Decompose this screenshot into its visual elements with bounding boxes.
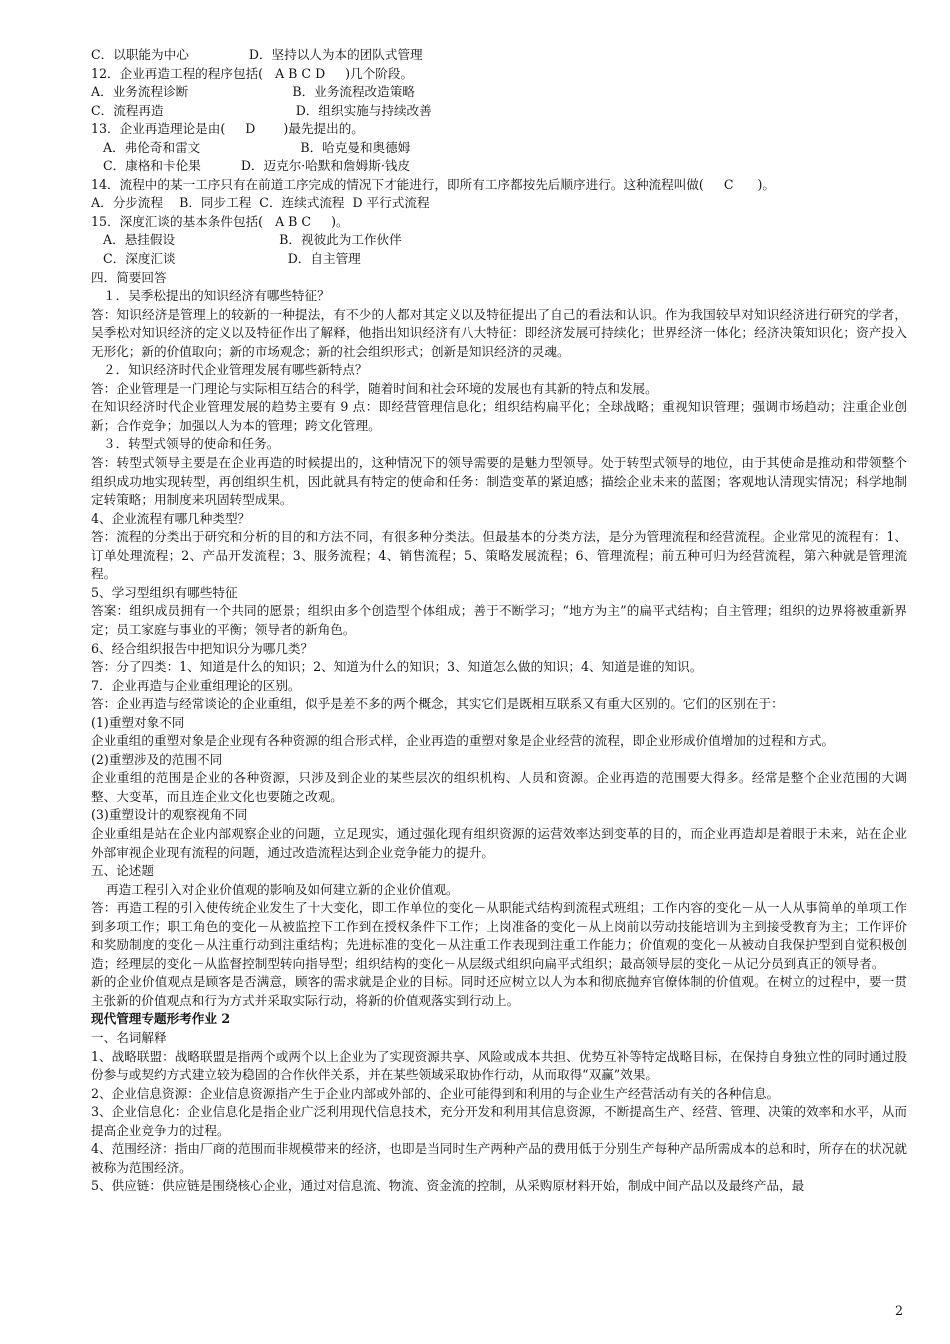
short-question: 7．企业再造与企业重组理论的区别。	[91, 677, 301, 693]
answer-paragraph: 答：分了四类：1、知道是什么的知识；2、知道为什么的知识；3、知道怎么做的知识；4、知道是谁的知识。	[91, 659, 703, 675]
sub-heading: (1)重塑对象不同	[91, 714, 185, 730]
q15-options-cd: C．深度汇谈 D．自主管理	[103, 251, 361, 267]
sub-heading: (3)重塑设计的观察视角不同	[91, 807, 248, 823]
answer-paragraph: 答：企业再造与经常谈论的企业重组，似乎是差不多的两个概念，其实它们是既相互联系又有重大区别的。它们的区别在于：	[91, 696, 784, 712]
term-definition: 3、企业信息化：企业信息化是指企业广泛利用现代信息技术，充分开发和利用其信息资源，不断提高生产、经营、管理、决策的效率和水平，从而提高企业竞争力的过程。	[91, 1104, 907, 1138]
short-question: 6、经合组织报告中把知识分为哪几类？	[91, 640, 314, 656]
section-heading: 一、名词解释	[91, 1029, 167, 1045]
q13-options-cd: C．康格和卡伦果 D．迈克尔·哈默和詹姆斯·钱皮	[103, 158, 411, 174]
short-question: ２．知识经济时代企业管理发展有哪些新特点？	[103, 362, 368, 378]
answer-paragraph: 答案：组织成员拥有一个共同的愿景；组织由多个创造型个体组成；善于不断学习；“地方为主”的扁平式结构；自主管理；组织的边界将被重新界定；员工家庭与事业的平衡；领导者的新角色。	[91, 603, 907, 637]
answer-paragraph: 企业重组的重塑对象是企业现有各种资源的组合形式样，企业再造的重塑对象是企业经营的流程，即企业形成价值增加的过程和方式。	[91, 733, 835, 749]
page-number: 2	[895, 1303, 904, 1318]
short-question: 4、企业流程有哪几种类型？	[91, 510, 251, 526]
q12-question: 12．企业再造工程的程序包括( A B C D )几个阶段。	[91, 65, 414, 81]
essay-question: 再造工程引入对企业价值观的影响及如何建立新的企业价值观。	[106, 881, 459, 897]
short-question: １．吴季松提出的知识经济有哪些特征？	[103, 288, 330, 304]
answer-paragraph: 新的企业价值观点是顾客是否满意，顾客的需求就是企业的目标。同时还应树立以人为本和彻底抛弃官僚体制的价值观。在树立的过程中，要一贯主张新的价值观点和行为方式并采取实际行动，将新的价值观落实到行动上。	[91, 974, 907, 1008]
short-question: 5、学习型组织有哪些特征	[91, 584, 238, 600]
term-definition: 1、战略联盟：战略联盟是指两个或两个以上企业为了实现资源共享、风险或成本共担、优势互补等特定战略目标，在保持自身独立性的同时通过股份参与或契约方式建立较为稳固的合作伙伴关系，并在某些领域采取协作行动，从而取得“双赢”效果。	[91, 1048, 907, 1083]
section-heading: 五、论述题	[91, 863, 154, 879]
q15-options-ab: A．悬挂假设 B．视彼此为工作伙伴	[103, 232, 402, 248]
document-page	[91, 46, 907, 1196]
term-definition: 4、范围经济：指由厂商的范围而非规模带来的经济，也即是当同时生产两种产品的费用低于分别生产每种产品所需成本的总和时，所存在的状况就被称为范围经济。	[91, 1141, 907, 1175]
term-definition: 2、企业信息资源：企业信息资源指产生于企业内部或外部的、企业可能得到和利用的与企业生产经营活动有关的各种信息。	[91, 1085, 780, 1101]
section-heading: 四．简要回答	[91, 269, 167, 285]
q14-options: A．分步流程 B．同步工程 C．连续式流程 D 平行式流程	[91, 195, 430, 211]
q12-options-cd: C．流程再造 D．组织实施与持续改善	[91, 102, 432, 118]
short-question: ３．转型式领导的使命和任务。	[103, 436, 280, 452]
answer-paragraph: 答：流程的分类出于研究和分析的目的和方法不同，有很多种分类法。但最基本的分类方法，是分为管理流程和经营流程。企业常见的流程有：1、订单处理流程；2、产品开发流程；3、服务流程；4、销售流程；5、策略发展流程；6、管理流程；前五种可归为经营流程，第六种就是管理流程。	[91, 529, 907, 582]
q14-question: 14．流程中的某一工序只有在前道工序完成的情况下才能进行，即所有工序都按先后顺序进行。这种流程叫做( C )。	[91, 176, 776, 192]
answer-paragraph: 答：转型式领导主要是在企业再造的时候提出的，这种情况下的领导需要的是魅力型领导。处于转型式领导的地位，由于其使命是推动和带领整个组织成功地实现转型，再创组织生机，因此就具有特定的使命和任务：制造变革的紧迫感；描绘企业未来的蓝图；客观地认清现实情况；科学地制定转策略；用制度来巩固转型成果。	[91, 455, 907, 508]
answer-paragraph: 企业重组是站在企业内部观察企业的问题，立足现实，通过强化现有组织资源的运营效率达到变革的目的，而企业再造却是着眼于未来，站在企业外部审视企业现有流程的问题，通过改造流程达到企业竞争能力的提升。	[91, 825, 907, 860]
answer-paragraph: 在知识经济时代企业管理发展的趋势主要有 9 点：即经营管理信息化；组织结构扁平化；全球战略；重视知识管理；强调市场趋动；注重企业创新；合作竞争；加强以人为本的管理；跨文化管理。	[91, 399, 907, 433]
q15-question: 15．深度汇谈的基本条件包括( A B C )。	[91, 213, 349, 229]
sub-heading: (2)重塑涉及的范围不同	[91, 751, 223, 767]
term-definition: 5、供应链：供应链是围绕核心企业，通过对信息流、物流、资金流的控制，从采购原材料开始，制成中间产品以及最终产品，最	[91, 1178, 805, 1194]
q13-question: 13．企业再造理论是由( D )最先提出的。	[91, 121, 364, 137]
answer-paragraph: 企业重组的范围是企业的各种资源，只涉及到企业的某些层次的组织机构、人员和资源。企业再造的范围要大得多。经常是整个企业范围的大调整、大变革，而且连企业文化也要随之改观。	[91, 770, 907, 804]
q13-options-ab: A．弗伦奇和雷文 B．哈克曼和奥德姆	[103, 139, 411, 155]
answer-paragraph: 答：知识经济是管理上的较新的一种提法，有不少的人都对其定义以及特征提出了自己的看法和认识。作为我国较早对知识经济进行研究的学者，吴季松对知识经济的定义以及特征作出了解释，他指出知识经济有八大特征：即经济发展可持续化；世界经济一体化；经济决策知识化；资产投入无形化；新的价值取向；新的市场观念；新的社会组织形式；创新是知识经济的灵魂。	[91, 306, 907, 359]
q11-options: C．以职能为中心 D．坚持以人为本的团队式管理	[91, 47, 423, 62]
q12-options-ab: A．业务流程诊断 B．业务流程改造策略	[91, 84, 415, 100]
answer-paragraph: 答：企业管理是一门理论与实际相互结合的科学，随着时间和社会环境的发展也有其新的特点和发展。	[91, 380, 658, 396]
answer-paragraph: 答：再造工程的引入使传统企业发生了十大变化，即工作单位的变化－从职能式结构到流程式班组；工作内容的变化－从一人从事简单的单项工作到多项工作；职工角色的变化－从被监控下工作到在授权条件下工作；上岗准备的变化－从上岗前以劳动技能培训为主到接受教育为主；工作评价和奖励制度的变化－从注重行动到注重结构；先进标准的变化－从注重工作表现到注重工作能力；价值观的变化－从被动自我保护型到自觉积极创造；经理层的变化－从监督控制型转向指导型；组织结构的变化－从层级式组织向扁平式组织；最高领导层的变化－从记分员到真正的领导者。	[91, 900, 907, 971]
homework-title: 现代管理专题形考作业 2	[91, 1011, 231, 1027]
